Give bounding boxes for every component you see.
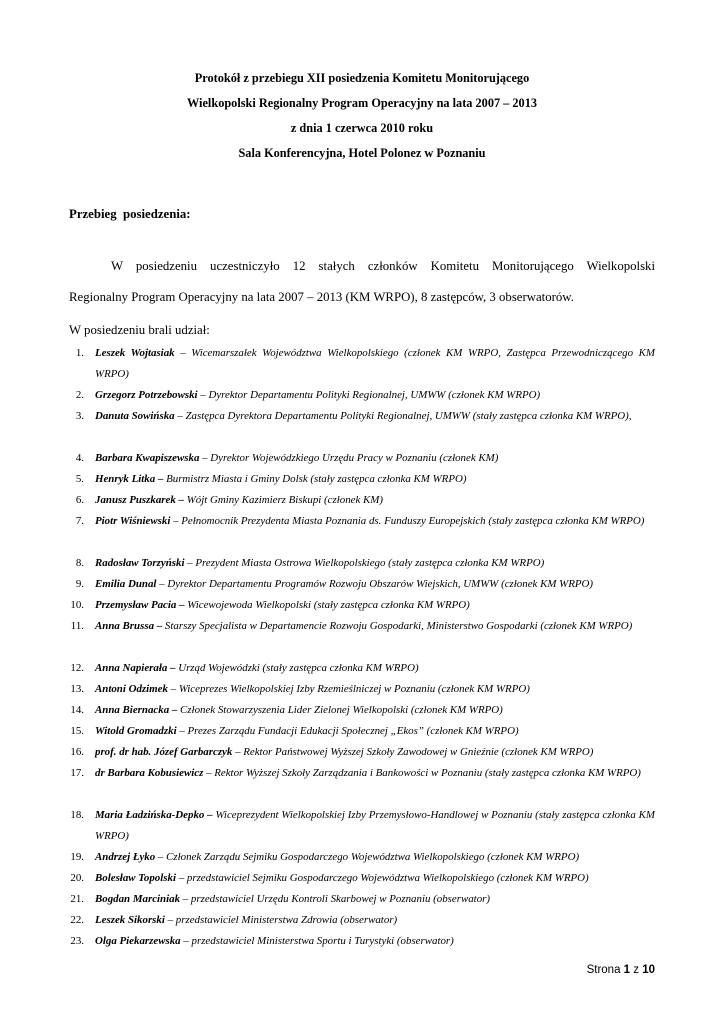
footer-total-pages: 10	[642, 964, 655, 976]
participant-role: – Dyrektor Departamentu Polityki Regionalnej, UMWW (członek KM WRPO)	[197, 389, 541, 401]
participant-name: Leszek Wojtasiak	[95, 347, 175, 359]
participant-item	[60, 595, 655, 616]
participant-number: 6.	[75, 494, 84, 506]
participant-name: Antoni Odzimek	[95, 683, 168, 695]
participant-role: – Członek Zarządu Sejmiku Gospodarczego Województwa Wielkopolskiego (członek KM WRPO)	[155, 851, 580, 863]
participant-text	[95, 616, 655, 637]
participant-role: Wicewojewoda Wielkopolski (stały zastępca członka KM WRPO)	[184, 599, 470, 611]
participant-item	[60, 910, 655, 931]
participant-text	[95, 452, 498, 464]
footer-prefix: Strona	[586, 964, 624, 976]
participant-item	[60, 679, 655, 700]
participant-name: Bogdan Marciniak	[95, 893, 181, 905]
participant-number: 3.	[75, 410, 84, 422]
participant-number: 11.	[70, 620, 84, 632]
participant-text	[95, 725, 519, 737]
participant-number: 14.	[70, 704, 84, 716]
participant-name: Maria Ładzińska-Depko –	[95, 809, 213, 821]
participant-role: – przedstawiciel Ministerstwa Sportu i Turystyki (obserwator)	[180, 935, 454, 947]
participant-name: Barbara Kwapiszewska	[95, 452, 200, 464]
participant-text	[95, 704, 503, 716]
participant-item	[60, 721, 655, 742]
participant-number: 8.	[75, 557, 84, 569]
participant-item	[60, 868, 655, 889]
participant-text	[95, 893, 490, 905]
document-title	[69, 66, 655, 166]
participant-number: 15.	[70, 725, 84, 737]
participant-role: – przedstawiciel Sejmiku Gospodarczego Województwa Wielkopolskiego (członek KM WRPO)	[176, 872, 589, 884]
page-footer	[587, 961, 655, 979]
participant-number: 22.	[70, 914, 84, 926]
participant-number: 9.	[75, 578, 84, 590]
participant-role: – Prezydent Miasta Ostrowa Wielkopolskiego (stały zastępca członka KM WRPO)	[184, 557, 545, 569]
participant-name: dr Barbara Kobusiewicz	[95, 767, 204, 779]
participant-item	[60, 847, 655, 868]
intro-paragraph	[69, 251, 655, 313]
participant-text	[95, 557, 544, 569]
participant-item	[60, 343, 655, 385]
participant-name: Radosław Torzyński	[95, 557, 185, 569]
participant-item	[60, 490, 655, 511]
participant-text	[95, 683, 530, 695]
participant-text	[95, 389, 540, 401]
participant-text	[95, 872, 589, 884]
participant-name: Anna Napierała –	[95, 662, 176, 674]
participant-name: Olga Piekarzewska	[95, 935, 181, 947]
participant-number: 18.	[70, 809, 84, 821]
participant-role: – Zastępca Dyrektora Departamentu Polityki Regionalnej, UMWW (stały zastępca członka KM WRPO),	[174, 410, 632, 422]
participant-item	[60, 700, 655, 721]
participant-text	[95, 511, 655, 532]
participant-name: Przemysław Pacia –	[95, 599, 185, 611]
participant-role: – Rektor Państwowej Wyższej Szkoły Zawodowej w Gnieźnie (członek KM WRPO)	[232, 746, 594, 758]
participant-name: Janusz Puszkarek –	[95, 494, 184, 506]
participant-role: – Dyrektor Wojewódzkiego Urzędu Pracy w Poznaniu (członek KM)	[199, 452, 499, 464]
intro-line-2: Regionalny Program Operacyjny na lata 2007 – 2013 (KM WRPO), 8 zastępców, 3 obserwatorów.	[69, 290, 574, 304]
participant-text	[95, 935, 454, 947]
participant-role: Wiceprezydent Wielkopolskiej Izby Przemysłowo-Handlowej w Poznaniu (stały zastępca członka KM WRPO)	[95, 809, 655, 842]
participant-role: Członek Stowarzyszenia Lider Zielonej Wielkopolski (członek KM WRPO)	[177, 704, 503, 716]
participant-name: Andrzej Łyko	[95, 851, 156, 863]
participant-text	[95, 746, 593, 758]
participants-list	[60, 343, 655, 952]
participant-name: Henryk Litka –	[95, 473, 164, 485]
participant-role: – Rektor Wyższej Szkoły Zarządzania i Bankowości w Poznaniu (stały zastępca członka KM WRPO)	[203, 767, 641, 779]
participant-name: Anna Biernacka –	[95, 704, 178, 716]
participant-role: – Dyrektor Departamentu Programów Rozwoju Obszarów Wiejskich, UMWW (członek KM WRPO)	[156, 578, 594, 590]
participant-item	[60, 511, 655, 553]
participant-item	[60, 742, 655, 763]
participant-role: – przedstawiciel Ministerstwa Zdrowia (obserwator)	[164, 914, 398, 926]
participant-name: Piotr Wiśniewski	[95, 515, 171, 527]
participant-number: 7.	[75, 515, 84, 527]
participant-number: 19.	[70, 851, 84, 863]
participant-role: – Prezes Zarządu Fundacji Edukacji Społecznej „Ekos” (członek KM WRPO)	[176, 725, 519, 737]
participant-role: – przedstawiciel Urzędu Kontroli Skarbowej w Poznaniu (obserwator)	[180, 893, 491, 905]
footer-separator: z	[630, 964, 643, 976]
participant-number: 23.	[70, 935, 84, 947]
participants-label: W posiedzeniu brali udział:	[69, 323, 210, 337]
participant-item	[60, 616, 655, 658]
participant-name: Danuta Sowińska	[95, 410, 175, 422]
participant-text	[95, 473, 466, 485]
participant-number: 16.	[70, 746, 84, 758]
footer-current-page: 1	[623, 964, 631, 976]
participant-role: – Pełnomocnik Prezydenta Miasta Poznania ds. Funduszy Europejskich (stały zastępca członka KM WRPO)	[170, 515, 645, 527]
title-line-2: Wielkopolski Regionalny Program Operacyjny na lata 2007 – 2013	[186, 96, 538, 110]
title-line-3: z dnia 1 czerwca 2010 roku	[290, 121, 434, 135]
participant-number: 2.	[75, 389, 84, 401]
participant-name: Anna Brussa –	[95, 620, 163, 632]
participant-role: Burmistrz Miasta i Gminy Dolsk (stały zastępca członka KM WRPO)	[163, 473, 467, 485]
participant-text	[95, 494, 383, 506]
participant-item	[60, 805, 655, 847]
participant-number: 21.	[70, 893, 84, 905]
participant-number: 12.	[70, 662, 84, 674]
participant-item	[60, 448, 655, 469]
participant-item	[60, 385, 655, 406]
participant-item	[60, 553, 655, 574]
participant-item	[60, 658, 655, 679]
participant-number: 5.	[75, 473, 84, 485]
participant-number: 4.	[75, 452, 84, 464]
participant-number: 10.	[70, 599, 84, 611]
participant-role: – Wiceprezes Wielkopolskiej Izby Rzemieślniczej w Poznaniu (członek KM WRPO)	[167, 683, 530, 695]
intro-line-1: W posiedzeniu uczestniczyło 12 stałych członków Komitetu Monitorującego Wielkopolski	[111, 259, 655, 273]
participant-item	[60, 574, 655, 595]
participant-item	[60, 931, 655, 952]
participant-role: Starszy Specjalista w Departamencie Rozwoju Gospodarki, Ministerstwo Gospodarki (członek KM WRPO)	[162, 620, 633, 632]
participant-number: 17.	[70, 767, 84, 779]
participant-name: Emilia Dunal	[95, 578, 157, 590]
participant-name: Bolesław Topolski	[95, 872, 176, 884]
participant-text	[95, 662, 419, 674]
participant-name: Grzegorz Potrzebowski	[95, 389, 198, 401]
participant-text	[95, 851, 579, 863]
title-line-4: Sala Konferencyjna, Hotel Polonez w Poznaniu	[238, 146, 486, 160]
participant-text	[95, 763, 655, 784]
participant-item	[60, 469, 655, 490]
participant-text	[95, 805, 655, 847]
participant-text	[95, 599, 470, 611]
title-line-1: Protokół z przebiegu XII posiedzenia Komitetu Monitorującego	[194, 71, 530, 85]
participant-text	[95, 406, 655, 427]
participant-text	[95, 578, 593, 590]
participant-number: 13.	[70, 683, 84, 695]
participant-role: – Wicemarszałek Województwa Wielkopolskiego (członek KM WRPO, Zastępca Przewodniczącego KM WRPO)	[95, 347, 655, 380]
participant-name: prof. dr hab. Józef Garbarczyk	[95, 746, 233, 758]
participant-item	[60, 889, 655, 910]
section-heading: Przebieg posiedzenia:	[69, 207, 191, 221]
participant-number: 20.	[70, 872, 84, 884]
participant-text	[95, 914, 397, 926]
participant-role: Urząd Wojewódzki (stały zastępca członka KM WRPO)	[175, 662, 419, 674]
participant-item	[60, 406, 655, 448]
participant-role: Wójt Gminy Kazimierz Biskupi (członek KM)	[183, 494, 383, 506]
participant-text	[95, 343, 655, 385]
participant-number: 1.	[75, 347, 84, 359]
participant-name: Witold Gromadzki	[95, 725, 177, 737]
participant-item	[60, 763, 655, 805]
participant-name: Leszek Sikorski	[95, 914, 165, 926]
